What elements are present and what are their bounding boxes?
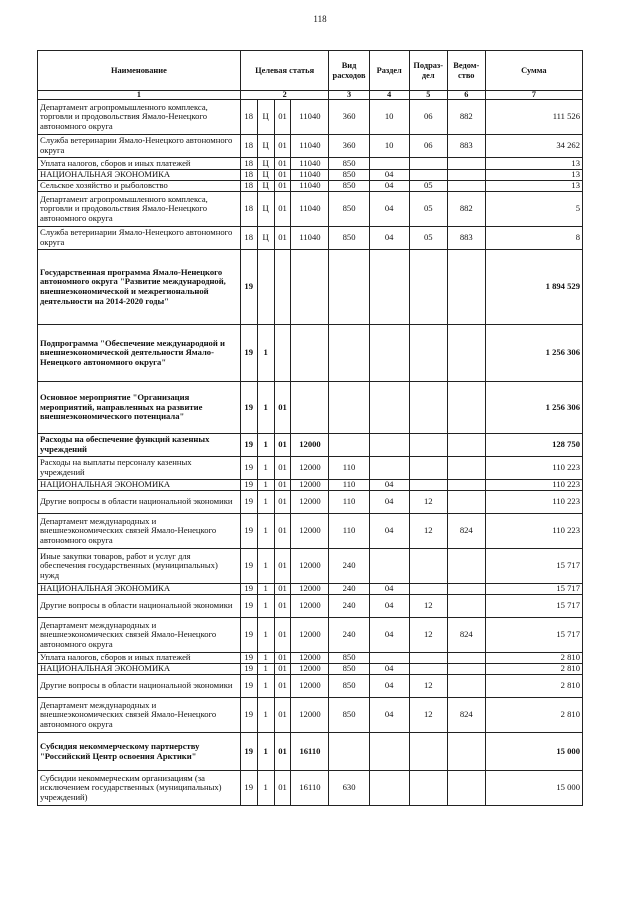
- row-sum: 2 810: [485, 698, 582, 733]
- expense-type: [329, 250, 369, 325]
- section-code: [369, 158, 409, 170]
- target-code-3: 01: [274, 434, 291, 457]
- column-number-row: [38, 91, 583, 100]
- dept-code: [447, 158, 485, 170]
- target-code-1: 19: [240, 325, 257, 382]
- expense-type: 110: [329, 457, 369, 480]
- target-code-4: 11040: [291, 100, 329, 135]
- dept-code: 824: [447, 514, 485, 549]
- row-name: Подпрограмма "Обеспечение международной и внешнеэкономической деятельности Ямало-Ненецкого автономного округа": [38, 325, 241, 382]
- target-code-4: 12000: [291, 514, 329, 549]
- target-code-2: 1: [257, 325, 274, 382]
- table-row: [38, 192, 583, 227]
- subsection-code: [409, 382, 447, 434]
- header-exp-type: Вид расходов: [329, 51, 369, 91]
- column-number: 4: [369, 91, 409, 100]
- target-code-4: 16110: [291, 733, 329, 771]
- target-code-3: 01: [274, 192, 291, 227]
- target-code-4: 12000: [291, 675, 329, 698]
- subsection-code: [409, 480, 447, 491]
- target-code-3: 01: [274, 664, 291, 675]
- section-code: 04: [369, 675, 409, 698]
- expense-type: 110: [329, 480, 369, 491]
- target-code-1: 19: [240, 434, 257, 457]
- subsection-code: [409, 158, 447, 170]
- subsection-code: 05: [409, 192, 447, 227]
- subsection-code: [409, 771, 447, 806]
- target-code-3: 01: [274, 618, 291, 653]
- table-row: [38, 675, 583, 698]
- row-name: НАЦИОНАЛЬНАЯ ЭКОНОМИКА: [38, 664, 241, 675]
- expense-type: 850: [329, 158, 369, 170]
- page-number: 118: [313, 14, 327, 24]
- target-code-1: 18: [240, 181, 257, 192]
- target-code-1: 19: [240, 584, 257, 595]
- target-code-3: 01: [274, 675, 291, 698]
- section-code: 04: [369, 181, 409, 192]
- target-code-2: 1: [257, 514, 274, 549]
- row-name: Служба ветеринарии Ямало-Ненецкого автономного округа: [38, 135, 241, 158]
- row-name: Департамент международных и внешнеэкономических связей Ямало-Ненецкого автономного округа: [38, 698, 241, 733]
- dept-code: [447, 584, 485, 595]
- table-row: [38, 491, 583, 514]
- section-code: 04: [369, 595, 409, 618]
- subsection-code: 12: [409, 675, 447, 698]
- target-code-2: 1: [257, 771, 274, 806]
- table-row: [38, 158, 583, 170]
- target-code-4: 11040: [291, 170, 329, 181]
- expense-type: 850: [329, 227, 369, 250]
- section-code: 04: [369, 480, 409, 491]
- target-code-2: [257, 250, 274, 325]
- header-sum: Сумма: [485, 51, 582, 91]
- row-sum: 128 750: [485, 434, 582, 457]
- target-code-1: 19: [240, 733, 257, 771]
- dept-code: [447, 181, 485, 192]
- target-code-4: [291, 382, 329, 434]
- target-code-3: 01: [274, 514, 291, 549]
- target-code-4: [291, 250, 329, 325]
- dept-code: [447, 382, 485, 434]
- row-name: Служба ветеринарии Ямало-Ненецкого автономного округа: [38, 227, 241, 250]
- table-row: [38, 227, 583, 250]
- section-code: [369, 382, 409, 434]
- header-dept: Ведом-ство: [447, 51, 485, 91]
- dept-code: [447, 664, 485, 675]
- dept-code: [447, 170, 485, 181]
- target-code-1: 19: [240, 514, 257, 549]
- column-number: 2: [240, 91, 329, 100]
- target-code-4: 11040: [291, 192, 329, 227]
- target-code-4: 12000: [291, 491, 329, 514]
- target-code-1: 18: [240, 227, 257, 250]
- expense-type: 110: [329, 514, 369, 549]
- target-code-3: 01: [274, 698, 291, 733]
- row-name: Другие вопросы в области национальной экономики: [38, 595, 241, 618]
- target-code-2: Ц: [257, 100, 274, 135]
- section-code: [369, 771, 409, 806]
- target-code-2: Ц: [257, 227, 274, 250]
- target-code-3: 01: [274, 653, 291, 664]
- target-code-1: 19: [240, 675, 257, 698]
- budget-table: [37, 50, 583, 806]
- target-code-3: 01: [274, 480, 291, 491]
- row-name: Другие вопросы в области национальной экономики: [38, 491, 241, 514]
- section-code: 10: [369, 100, 409, 135]
- target-code-2: 1: [257, 698, 274, 733]
- target-code-2: Ц: [257, 192, 274, 227]
- target-code-3: 01: [274, 158, 291, 170]
- target-code-3: 01: [274, 181, 291, 192]
- section-code: 04: [369, 170, 409, 181]
- expense-type: 360: [329, 100, 369, 135]
- target-code-3: 01: [274, 457, 291, 480]
- subsection-code: [409, 457, 447, 480]
- row-sum: 5: [485, 192, 582, 227]
- subsection-code: [409, 653, 447, 664]
- row-sum: 13: [485, 170, 582, 181]
- target-code-1: 19: [240, 653, 257, 664]
- row-sum: 2 810: [485, 653, 582, 664]
- target-code-1: 18: [240, 170, 257, 181]
- section-code: 04: [369, 514, 409, 549]
- target-code-4: 12000: [291, 549, 329, 584]
- expense-type: [329, 382, 369, 434]
- row-sum: 110 223: [485, 480, 582, 491]
- target-code-4: 12000: [291, 434, 329, 457]
- section-code: 10: [369, 135, 409, 158]
- header-name: Наименование: [38, 51, 241, 91]
- expense-type: 630: [329, 771, 369, 806]
- expense-type: [329, 434, 369, 457]
- table-row: [38, 100, 583, 135]
- subsection-code: 12: [409, 595, 447, 618]
- table-body: [38, 100, 583, 806]
- target-code-2: 1: [257, 480, 274, 491]
- subsection-code: [409, 549, 447, 584]
- section-code: 04: [369, 491, 409, 514]
- target-code-4: 11040: [291, 181, 329, 192]
- row-name: Департамент агропромышленного комплекса, торговли и продовольствия Ямало-Ненецкого автономного округа: [38, 192, 241, 227]
- dept-code: 824: [447, 698, 485, 733]
- column-number: 1: [38, 91, 241, 100]
- row-sum: 1 256 306: [485, 325, 582, 382]
- target-code-4: 12000: [291, 480, 329, 491]
- column-number: 6: [447, 91, 485, 100]
- dept-code: [447, 491, 485, 514]
- target-code-1: 18: [240, 135, 257, 158]
- expense-type: 850: [329, 698, 369, 733]
- column-number: 5: [409, 91, 447, 100]
- target-code-2: 1: [257, 595, 274, 618]
- table-row: [38, 170, 583, 181]
- section-code: [369, 457, 409, 480]
- dept-code: [447, 653, 485, 664]
- target-code-3: 01: [274, 170, 291, 181]
- target-code-1: 19: [240, 382, 257, 434]
- row-sum: 110 223: [485, 514, 582, 549]
- row-sum: 13: [485, 158, 582, 170]
- row-sum: 110 223: [485, 457, 582, 480]
- expense-type: 110: [329, 491, 369, 514]
- target-code-1: 18: [240, 192, 257, 227]
- row-name: Государственная программа Ямало-Ненецкого автономного округа "Развитие международной, внешнеэкономической и межрегиональной деятельности на 2014-2020 годы": [38, 250, 241, 325]
- subsection-code: [409, 170, 447, 181]
- target-code-2: 1: [257, 549, 274, 584]
- target-code-2: 1: [257, 584, 274, 595]
- row-sum: 15 717: [485, 584, 582, 595]
- target-code-2: Ц: [257, 135, 274, 158]
- row-sum: 2 810: [485, 664, 582, 675]
- row-name: Субсидии некоммерческим организациям (за исключением государственных (муниципальных) учреждений): [38, 771, 241, 806]
- row-name: Основное мероприятие "Организация мероприятий, направленных на развитие внешнеэкономического потенциала": [38, 382, 241, 434]
- target-code-2: 1: [257, 382, 274, 434]
- dept-code: [447, 675, 485, 698]
- row-name: Субсидия некоммерческому партнерству "Российский Центр освоения Арктики": [38, 733, 241, 771]
- row-name: НАЦИОНАЛЬНАЯ ЭКОНОМИКА: [38, 584, 241, 595]
- row-sum: 34 262: [485, 135, 582, 158]
- column-number: 3: [329, 91, 369, 100]
- row-sum: 8: [485, 227, 582, 250]
- section-code: 04: [369, 192, 409, 227]
- row-name: Уплата налогов, сборов и иных платежей: [38, 653, 241, 664]
- table-row: [38, 733, 583, 771]
- dept-code: [447, 457, 485, 480]
- header-section: Раздел: [369, 51, 409, 91]
- dept-code: 824: [447, 618, 485, 653]
- subsection-code: 05: [409, 181, 447, 192]
- subsection-code: 12: [409, 698, 447, 733]
- row-name: Иные закупки товаров, работ и услуг для обеспечения государственных (муниципальных) нужд: [38, 549, 241, 584]
- expense-type: 850: [329, 170, 369, 181]
- expense-type: 850: [329, 192, 369, 227]
- target-code-3: 01: [274, 733, 291, 771]
- expense-type: 850: [329, 653, 369, 664]
- section-code: 04: [369, 698, 409, 733]
- header-subsection: Подраз-дел: [409, 51, 447, 91]
- target-code-1: 19: [240, 457, 257, 480]
- target-code-2: 1: [257, 491, 274, 514]
- target-code-1: 19: [240, 771, 257, 806]
- row-sum: 15 717: [485, 595, 582, 618]
- row-sum: 15 717: [485, 618, 582, 653]
- subsection-code: 06: [409, 135, 447, 158]
- table-row: [38, 434, 583, 457]
- row-sum: 111 526: [485, 100, 582, 135]
- row-sum: 13: [485, 181, 582, 192]
- target-code-2: 1: [257, 675, 274, 698]
- target-code-4: 11040: [291, 158, 329, 170]
- target-code-1: 18: [240, 100, 257, 135]
- target-code-3: [274, 250, 291, 325]
- row-sum: 15 717: [485, 549, 582, 584]
- expense-type: 360: [329, 135, 369, 158]
- row-name: Департамент международных и внешнеэкономических связей Ямало-Ненецкого автономного округа: [38, 514, 241, 549]
- expense-type: [329, 733, 369, 771]
- dept-code: 883: [447, 135, 485, 158]
- subsection-code: 12: [409, 491, 447, 514]
- target-code-3: 01: [274, 491, 291, 514]
- target-code-3: 01: [274, 227, 291, 250]
- target-code-2: Ц: [257, 158, 274, 170]
- target-code-4: 12000: [291, 595, 329, 618]
- target-code-2: Ц: [257, 170, 274, 181]
- target-code-4: 12000: [291, 653, 329, 664]
- table-row: [38, 698, 583, 733]
- expense-type: 240: [329, 584, 369, 595]
- dept-code: [447, 480, 485, 491]
- subsection-code: [409, 584, 447, 595]
- table-row: [38, 549, 583, 584]
- target-code-3: 01: [274, 771, 291, 806]
- target-code-1: 19: [240, 618, 257, 653]
- subsection-code: 12: [409, 514, 447, 549]
- target-code-3: 01: [274, 135, 291, 158]
- table-row: [38, 135, 583, 158]
- row-sum: 2 810: [485, 675, 582, 698]
- target-code-4: 12000: [291, 664, 329, 675]
- expense-type: 240: [329, 618, 369, 653]
- dept-code: [447, 549, 485, 584]
- dept-code: [447, 733, 485, 771]
- table-row: [38, 325, 583, 382]
- row-name: НАЦИОНАЛЬНАЯ ЭКОНОМИКА: [38, 480, 241, 491]
- target-code-1: 19: [240, 698, 257, 733]
- target-code-2: 1: [257, 653, 274, 664]
- dept-code: 883: [447, 227, 485, 250]
- expense-type: 240: [329, 549, 369, 584]
- dept-code: 882: [447, 192, 485, 227]
- target-code-3: 01: [274, 100, 291, 135]
- target-code-2: 1: [257, 434, 274, 457]
- row-name: Уплата налогов, сборов и иных платежей: [38, 158, 241, 170]
- table-row: [38, 250, 583, 325]
- target-code-3: 01: [274, 549, 291, 584]
- section-code: 04: [369, 584, 409, 595]
- target-code-2: 1: [257, 457, 274, 480]
- target-code-2: 1: [257, 618, 274, 653]
- table-row: [38, 382, 583, 434]
- row-sum: 15 000: [485, 733, 582, 771]
- row-name: Другие вопросы в области национальной экономики: [38, 675, 241, 698]
- target-code-2: 1: [257, 733, 274, 771]
- row-sum: 15 000: [485, 771, 582, 806]
- target-code-1: 18: [240, 158, 257, 170]
- section-code: [369, 250, 409, 325]
- section-code: [369, 733, 409, 771]
- section-code: [369, 434, 409, 457]
- target-code-4: 12000: [291, 457, 329, 480]
- row-name: Департамент международных и внешнеэкономических связей Ямало-Ненецкого автономного округа: [38, 618, 241, 653]
- section-code: 04: [369, 618, 409, 653]
- expense-type: 850: [329, 664, 369, 675]
- target-code-3: 01: [274, 382, 291, 434]
- table-row: [38, 584, 583, 595]
- expense-type: 850: [329, 181, 369, 192]
- header-target: Целевая статья: [240, 51, 329, 91]
- section-code: [369, 325, 409, 382]
- dept-code: [447, 250, 485, 325]
- target-code-1: 19: [240, 491, 257, 514]
- subsection-code: [409, 664, 447, 675]
- target-code-3: 01: [274, 595, 291, 618]
- subsection-code: [409, 325, 447, 382]
- target-code-4: 16110: [291, 771, 329, 806]
- column-number: 7: [485, 91, 582, 100]
- target-code-2: Ц: [257, 181, 274, 192]
- row-sum: 110 223: [485, 491, 582, 514]
- header-row: [38, 51, 583, 91]
- subsection-code: [409, 434, 447, 457]
- expense-type: [329, 325, 369, 382]
- dept-code: 882: [447, 100, 485, 135]
- table-row: [38, 480, 583, 491]
- table-row: [38, 664, 583, 675]
- row-name: Сельское хозяйство и рыболовство: [38, 181, 241, 192]
- section-code: 04: [369, 227, 409, 250]
- subsection-code: [409, 250, 447, 325]
- target-code-2: 1: [257, 664, 274, 675]
- target-code-4: 12000: [291, 584, 329, 595]
- row-sum: 1 894 529: [485, 250, 582, 325]
- target-code-3: [274, 325, 291, 382]
- expense-type: 240: [329, 595, 369, 618]
- row-name: Расходы на выплаты персоналу казенных учреждений: [38, 457, 241, 480]
- target-code-4: [291, 325, 329, 382]
- target-code-1: 19: [240, 595, 257, 618]
- section-code: [369, 549, 409, 584]
- target-code-4: 12000: [291, 618, 329, 653]
- table-row: [38, 457, 583, 480]
- subsection-code: 06: [409, 100, 447, 135]
- table-row: [38, 771, 583, 806]
- dept-code: [447, 595, 485, 618]
- table-row: [38, 514, 583, 549]
- subsection-code: [409, 733, 447, 771]
- row-name: Расходы на обеспечение функций казенных учреждений: [38, 434, 241, 457]
- target-code-4: 12000: [291, 698, 329, 733]
- table-row: [38, 618, 583, 653]
- target-code-1: 19: [240, 664, 257, 675]
- table-row: [38, 595, 583, 618]
- target-code-1: 19: [240, 549, 257, 584]
- dept-code: [447, 325, 485, 382]
- target-code-4: 11040: [291, 227, 329, 250]
- row-name: НАЦИОНАЛЬНАЯ ЭКОНОМИКА: [38, 170, 241, 181]
- table-row: [38, 181, 583, 192]
- subsection-code: 12: [409, 618, 447, 653]
- subsection-code: 05: [409, 227, 447, 250]
- section-code: 04: [369, 664, 409, 675]
- expense-type: 850: [329, 675, 369, 698]
- row-sum: 1 256 306: [485, 382, 582, 434]
- row-name: Департамент агропромышленного комплекса, торговли и продовольствия Ямало-Ненецкого автономного округа: [38, 100, 241, 135]
- target-code-1: 19: [240, 480, 257, 491]
- table-row: [38, 653, 583, 664]
- section-code: [369, 653, 409, 664]
- target-code-4: 11040: [291, 135, 329, 158]
- dept-code: [447, 434, 485, 457]
- target-code-1: 19: [240, 250, 257, 325]
- dept-code: [447, 771, 485, 806]
- target-code-3: 01: [274, 584, 291, 595]
